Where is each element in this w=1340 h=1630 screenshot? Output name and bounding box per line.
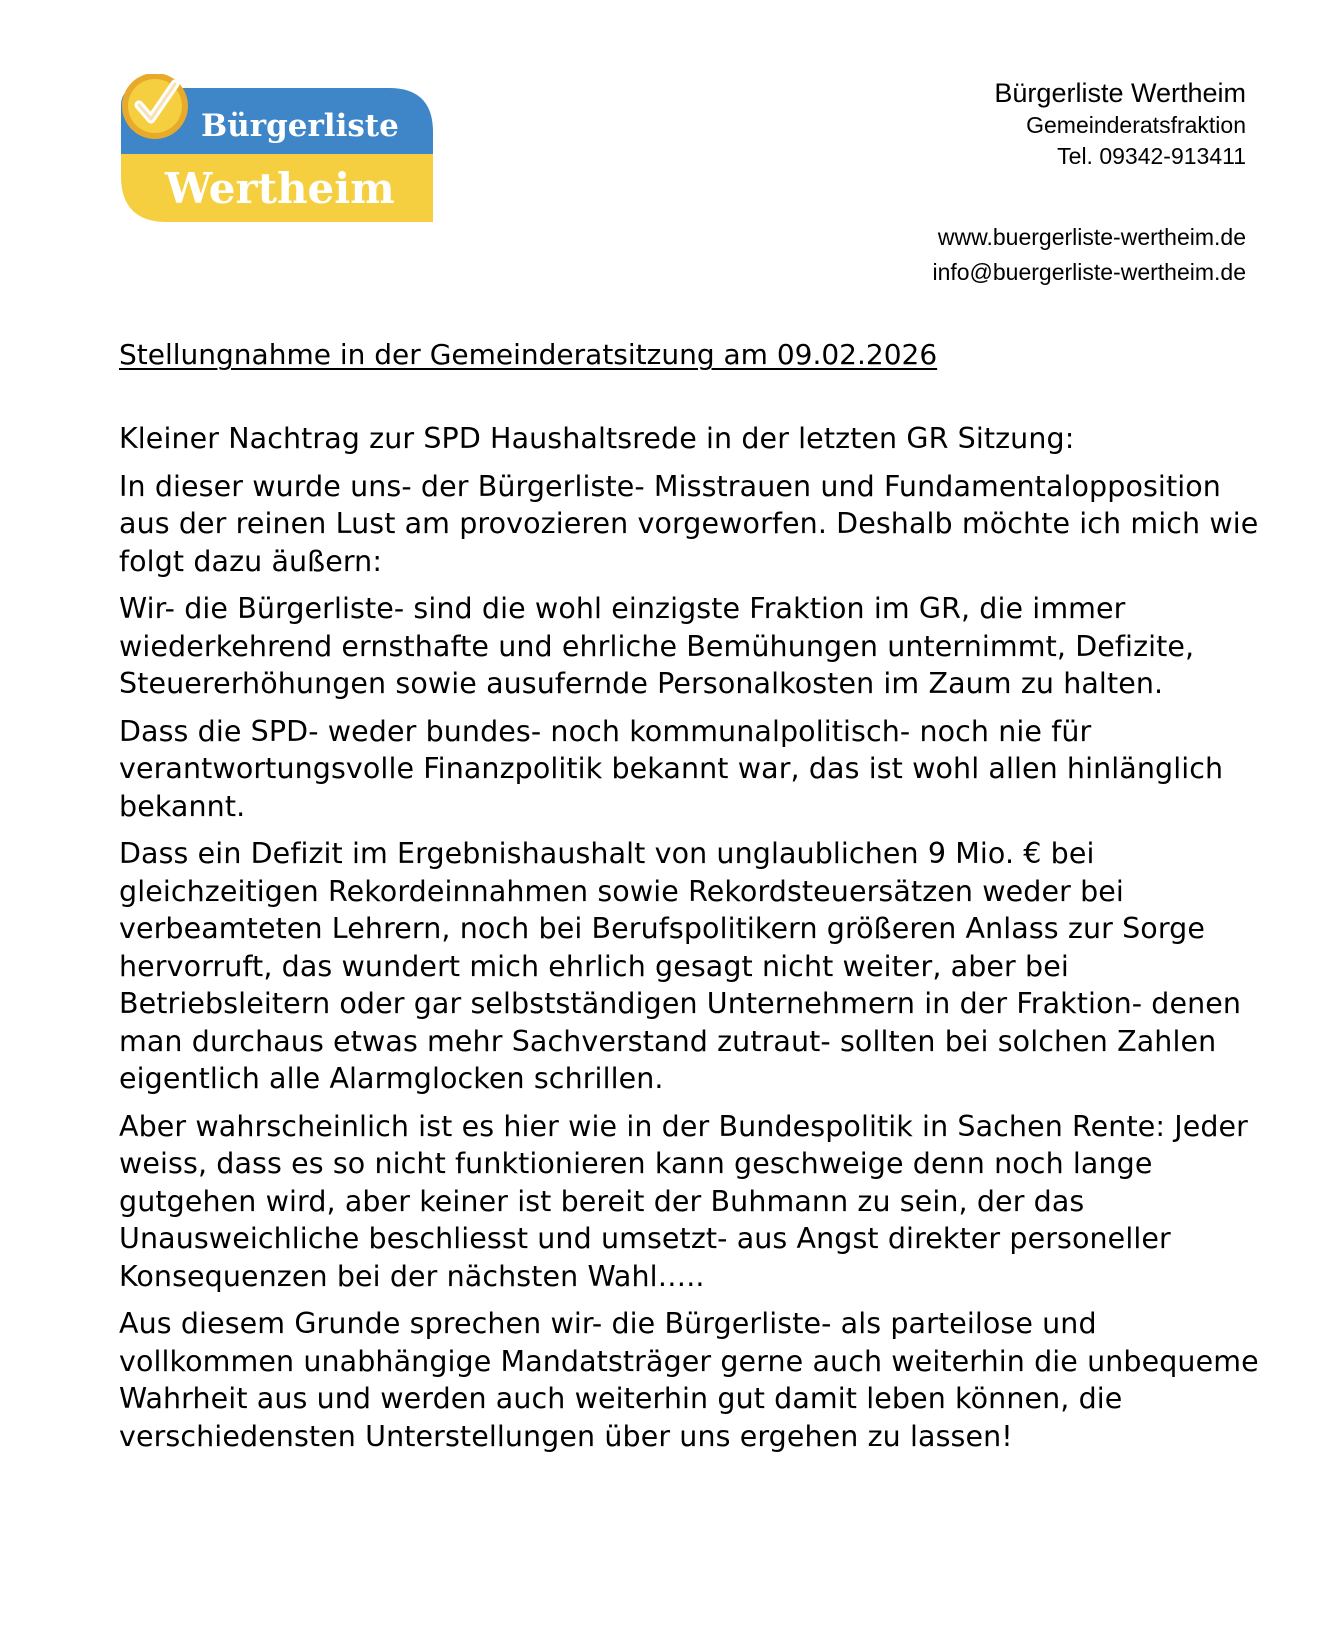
paragraph: Dass die SPD- weder bundes- noch kommunalpolitisch- noch nie für verantwortungsvolle Finanzpolitik bekannt war, das ist wohl allen hinlänglich bekannt.: [119, 714, 1224, 823]
logo: [121, 74, 443, 230]
paragraph: Wir- die Bürgerliste- sind die wohl einzigste Fraktion im GR, die immer wiederkehrend ernsthafte und ehrliche Bemühungen unternimmt, Defizite, Steuererhöhungen sowie ausufernde Personalkosten im Zaum zu halten.: [119, 592, 1195, 700]
logo-text-line1: Bürgerliste: [201, 108, 399, 144]
contact-web: [932, 220, 1246, 290]
paragraph: Aber wahrscheinlich ist es hier wie in der Bundespolitik in Sachen Rente: Jeder weiss, dass es so nicht funktionieren kann geschweige denn noch lange gutgehen wird, aber keiner ist bereit der Buhmann zu sein, der das Unausweichliche beschliesst und umsetzt- aus Angst direkter personeller Konsequenzen bei der nächsten Wahl…..: [119, 1109, 1249, 1293]
logo-graphic: [121, 74, 443, 230]
contact-org: Bürgerliste Wertheim: [994, 78, 1246, 108]
document-body: [119, 420, 1259, 1465]
contact-dept: Gemeinderatsfraktion: [1026, 112, 1246, 138]
paragraph: Kleiner Nachtrag zur SPD Haushaltsrede in der letzten GR Sitzung:: [119, 422, 1075, 455]
contact-block: [932, 76, 1246, 290]
paragraph: In dieser wurde uns- der Bürgerliste- Misstrauen und Fundamentalopposition aus der reinen Lust am provozieren vorgeworfen. Deshalb möchte ich mich wie folgt dazu äußern:: [119, 469, 1259, 578]
contact-phone: Tel. 09342-913411: [1057, 143, 1246, 169]
paragraph: Dass ein Defizit im Ergebnishaushalt von unglaublichen 9 Mio. € bei gleichzeitigen Rekordeinnahmen sowie Rekordsteuersätzen weder bei verbeamteten Lehrern, noch bei Berufspolitikern größeren Anlass zur Sorge hervorruft, das wundert mich ehrlich gesagt nicht weiter, aber bei Betriebsleitern oder gar selbstständigen Unternehmern in der Fraktion- denen man durchaus etwas mehr Sachverstand zutraut- sollten bei solchen Zahlen eigentlich alle Alarmglocken schrillen.: [119, 837, 1242, 1095]
logo-text-line2: Wertheim: [165, 164, 395, 213]
check-icon: [122, 74, 188, 139]
website-link[interactable]: www.buergerliste-wertheim.de: [937, 224, 1246, 250]
paragraph: Aus diesem Grunde sprechen wir- die Bürgerliste- als parteilose und vollkommen unabhängige Mandatsträger gerne auch weiterhin die unbequeme Wahrheit aus und werden auch weiterhin gut damit leben können, die verschiedensten Unterstellungen über uns ergehen zu lassen!: [119, 1307, 1259, 1453]
email-link[interactable]: info@buergerliste-wertheim.de: [932, 259, 1246, 285]
document-title: Stellungnahme in der Gemeinderatsitzung am 09.02.2026: [119, 338, 938, 371]
